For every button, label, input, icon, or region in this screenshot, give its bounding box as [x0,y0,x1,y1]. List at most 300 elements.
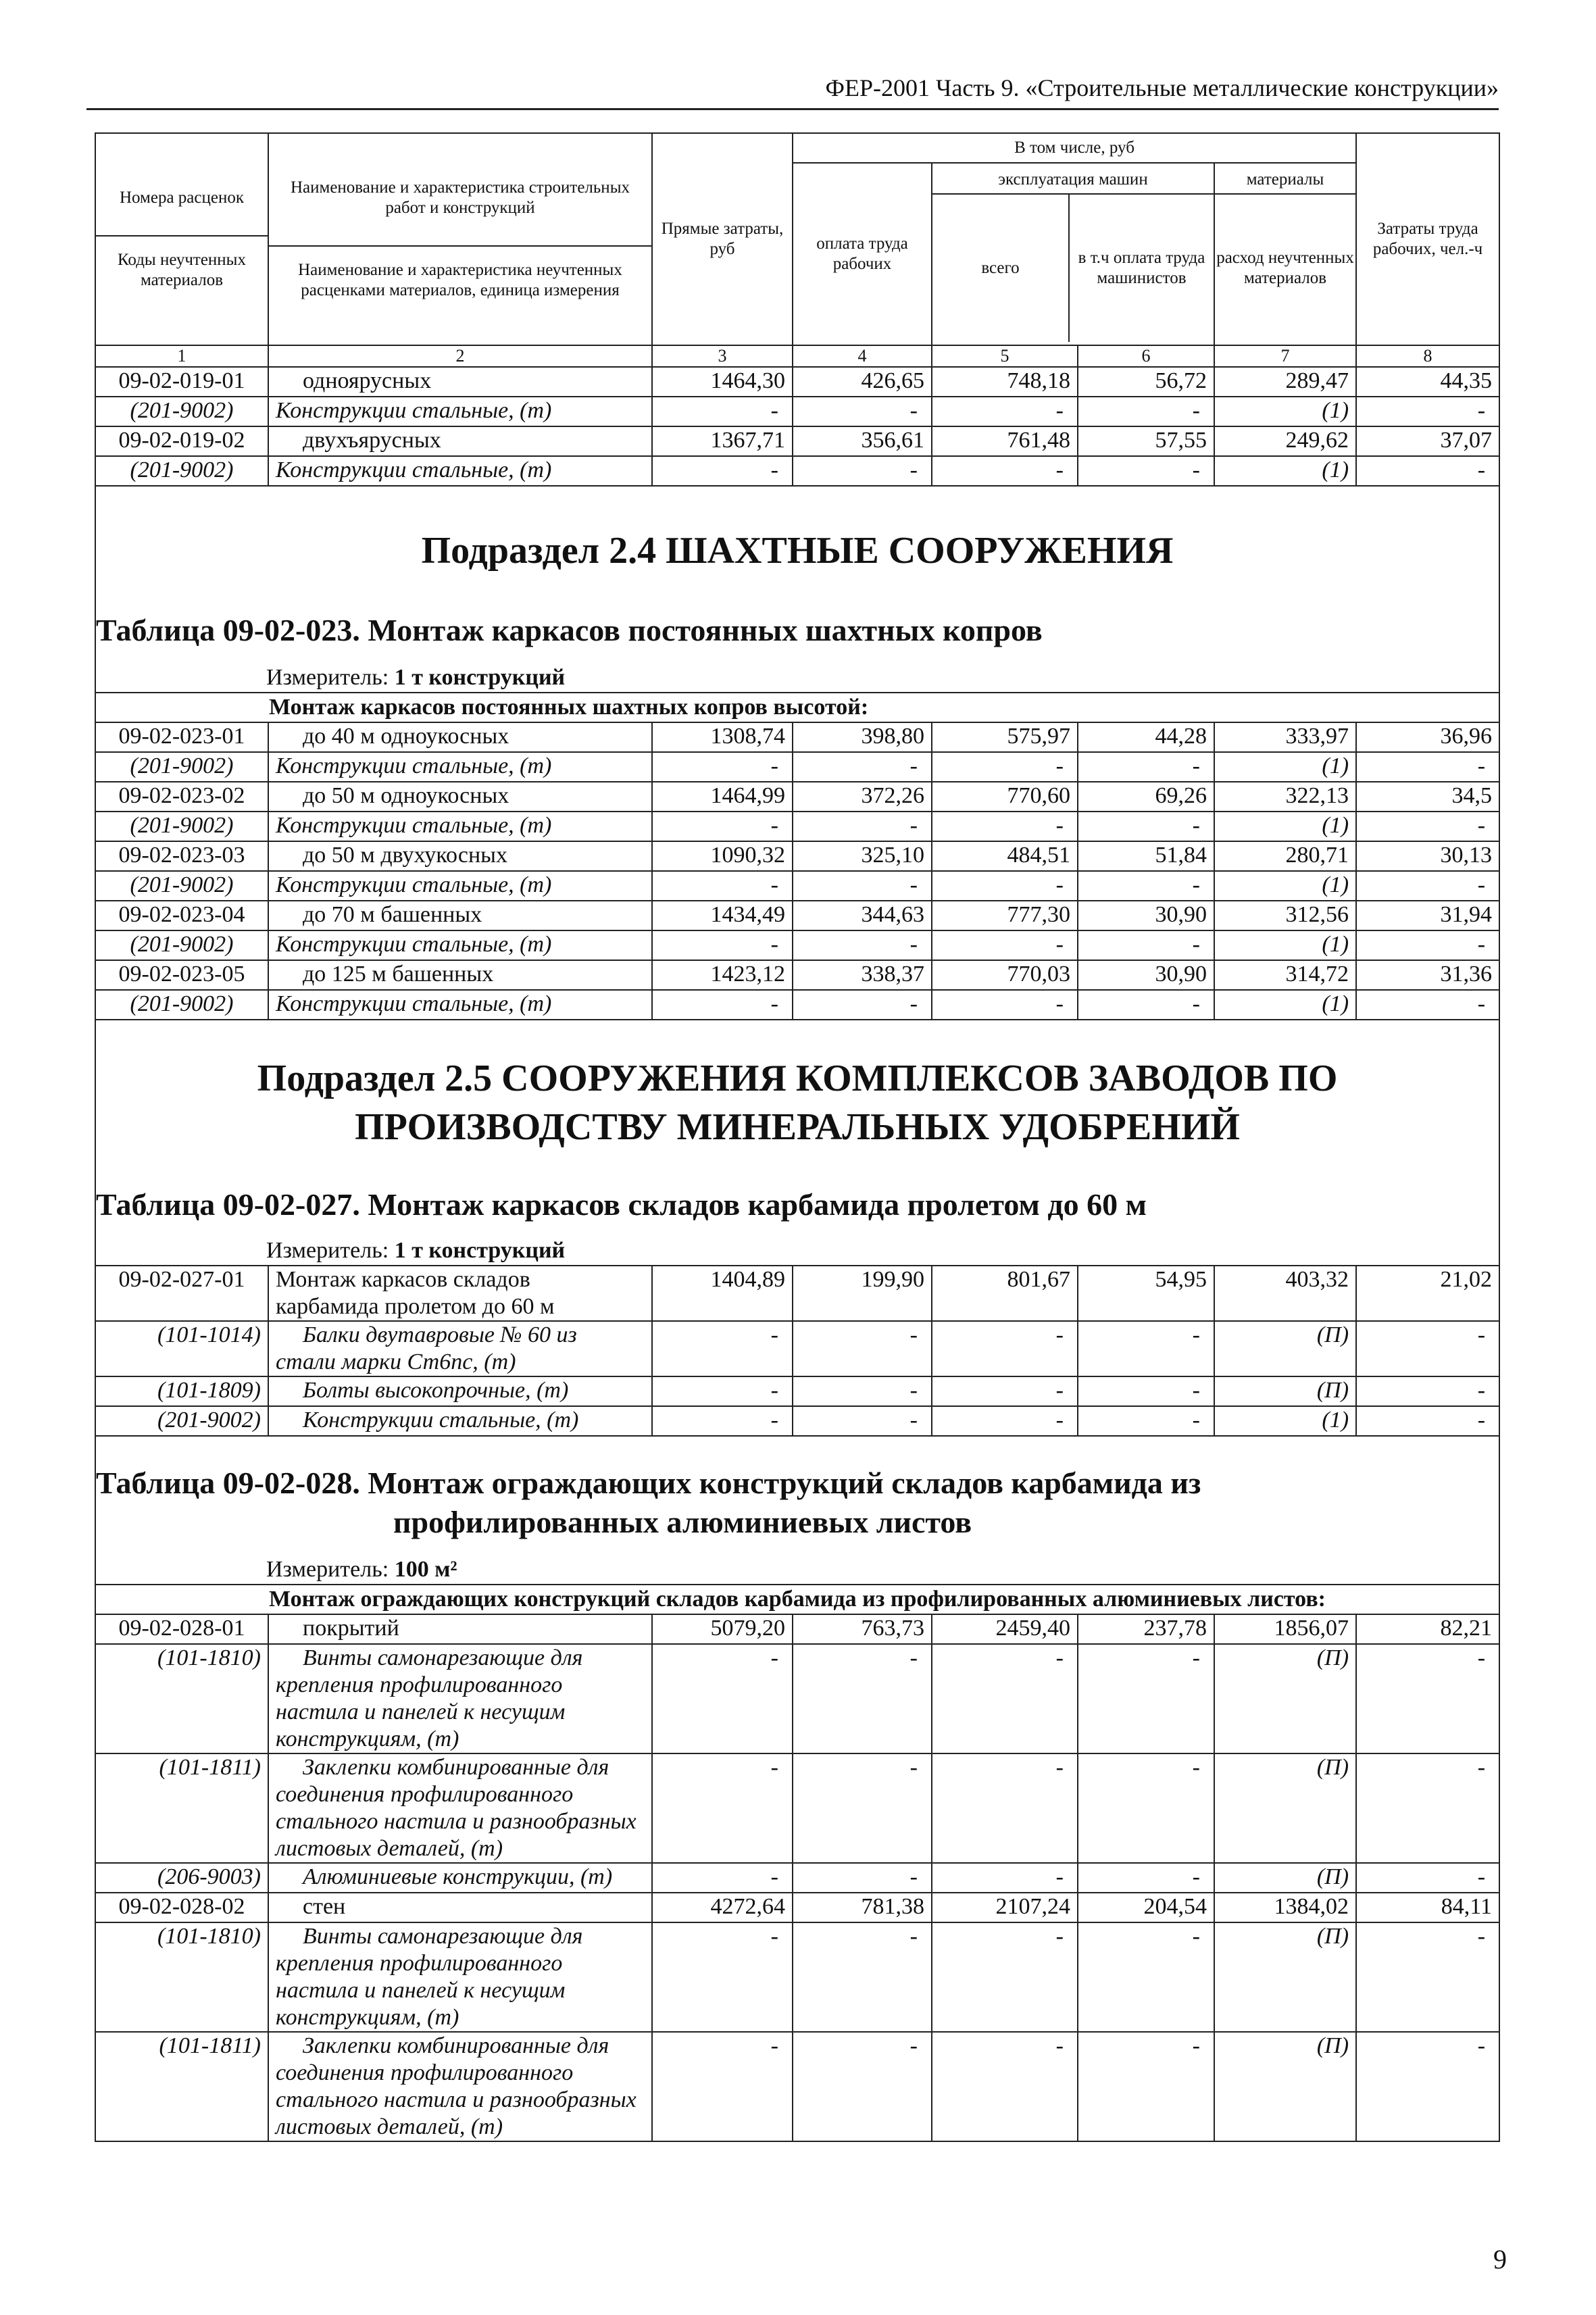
dash: - [793,2032,932,2141]
dash: - [1356,752,1499,782]
machinist-pay: 237,78 [1078,1614,1214,1644]
material-qty: (П) [1214,1376,1356,1406]
rate-name: до 70 м башенных [268,901,652,930]
material-qty: (П) [1214,1863,1356,1893]
direct-cost: 1423,12 [652,960,793,990]
rate-code: 09-02-023-05 [95,960,268,990]
table-subrow [95,930,1499,960]
material-name [268,1644,652,1753]
machine-total: 748,18 [932,367,1078,397]
table-subrow [95,1644,1499,1753]
material-name-line: Винты самонарезающие для [303,1645,583,1670]
meter-value: 1 т конструкций [394,1238,566,1263]
rate-name: двухъярусных [268,426,652,456]
rate-name: до 50 м двухукосных [268,841,652,871]
table-subrow [95,397,1499,426]
machinist-pay: 44,28 [1078,722,1214,752]
dash: - [1356,871,1499,901]
labor-hours: 44,35 [1356,367,1499,397]
rate-name-line: карбамида пролетом до 60 м [276,1294,555,1319]
col-num: 4 [793,345,932,367]
material-name: Конструкции стальные, (т) [268,812,652,841]
material-qty: (1) [1214,1406,1356,1436]
dash: - [793,1922,932,2032]
table-subrow [95,990,1499,1020]
table-title: Таблица 09-02-023. Монтаж каркасов постоянных шахтных копров [96,613,1043,647]
meter-value: 1 т конструкций [394,665,566,690]
material-name-line: Заклепки комбинированные для [303,2033,609,2058]
page-header [86,68,1499,110]
col2-title: Наименование и характеристика строительных работ и конструкций [290,178,630,217]
material-code: (201-9002) [95,456,268,486]
table-subrow [95,2032,1499,2141]
section-25-header [95,1020,1499,1266]
machine-total: 761,48 [932,426,1078,456]
table-title [96,1437,1499,1546]
col-header-2 [268,133,652,345]
dash: - [932,1644,1078,1753]
labor-pay: 338,37 [793,960,932,990]
dash: - [652,1753,793,1863]
direct-cost: 1308,74 [652,722,793,752]
dash: - [1078,871,1214,901]
dash: - [1356,2032,1499,2141]
machinist-pay: 69,26 [1078,782,1214,812]
rates-table [95,132,1500,2142]
dash: - [1078,1376,1214,1406]
dash: - [932,456,1078,486]
dash: - [652,990,793,1020]
labor-hours: 30,13 [1356,841,1499,871]
rate-name: до 40 м одноукосных [268,722,652,752]
dash: - [793,1753,932,1863]
labor-pay: 781,38 [793,1893,932,1922]
labor-pay: 356,61 [793,426,932,456]
dash: - [1078,2032,1214,2141]
meter [96,1228,1499,1265]
dash: - [932,1922,1078,2032]
material-code: (201-9002) [95,812,268,841]
dash: - [1356,990,1499,1020]
dash: - [1078,752,1214,782]
dash: - [1356,930,1499,960]
table-row [95,367,1499,397]
material-code: (201-9002) [95,990,268,1020]
material-name: Конструкции стальные, (т) [268,990,652,1020]
col1-title: Номера расценок [119,189,245,207]
col-header-1 [95,133,268,345]
dash: - [652,752,793,782]
meter-label: Измеритель: [266,1557,389,1582]
operation-title: эксплуатация машин [932,166,1214,195]
table-subrow [95,812,1499,841]
dash: - [652,1922,793,2032]
table-title-line1: Таблица 09-02-028. Монтаж ограждающих конструкций складов карбамида из [96,1466,1201,1500]
meter-label: Измеритель: [266,1238,389,1263]
dash: - [1078,1406,1214,1436]
machine-total: 770,60 [932,782,1078,812]
dash: - [1078,930,1214,960]
table-row [95,960,1499,990]
section-title-line2: ПРОИЗВОДСТВУ МИНЕРАЛЬНЫХ УДОБРЕНИЙ [355,1106,1240,1148]
material-qty: (1) [1214,930,1356,960]
table-row [95,722,1499,752]
dash: - [1356,1321,1499,1376]
material-code: (101-1810) [95,1644,268,1753]
direct-cost: 1367,71 [652,426,793,456]
material-code: (101-1811) [95,1753,268,1863]
dash: - [793,930,932,960]
material-code: (201-9002) [95,930,268,960]
rate-code: 09-02-028-01 [95,1614,268,1644]
dash: - [932,2032,1078,2141]
materials: 312,56 [1214,901,1356,930]
rate-name: до 125 м башенных [268,960,652,990]
materials: 1384,02 [1214,1893,1356,1922]
dash: - [932,871,1078,901]
section-title-line1: Подраздел 2.5 СООРУЖЕНИЯ КОМПЛЕКСОВ ЗАВОДОВ ПО [257,1057,1338,1099]
table-subrow [95,871,1499,901]
dash: - [652,1863,793,1893]
header-title: ФЕР-2001 Часть 9. «Строительные металлические конструкции» [825,74,1499,101]
dash: - [793,397,932,426]
materials: 249,62 [1214,426,1356,456]
table-row [95,841,1499,871]
col-num: 2 [268,345,652,367]
dash: - [793,1406,932,1436]
material-name-line: стального настила и разнообразных [276,2087,637,2112]
dash: - [652,1376,793,1406]
meter [96,654,1499,692]
meter-label: Измеритель: [266,665,389,690]
machine-total: 484,51 [932,841,1078,871]
labor-pay: 325,10 [793,841,932,871]
material-name [268,2032,652,2141]
subhead: Монтаж ограждающих конструкций складов карбамида из профилированных алюминиевых листов: [95,1585,1499,1614]
material-name-line: Винты самонарезающие для [303,1924,583,1949]
dash: - [652,812,793,841]
dash: - [932,990,1078,1020]
material-qty: (1) [1214,990,1356,1020]
dash: - [793,1321,932,1376]
rate-name [268,1266,652,1321]
rate-name: одноярусных [268,367,652,397]
rate-code: 09-02-019-02 [95,426,268,456]
labor-pay: 344,63 [793,901,932,930]
material-qty: (П) [1214,2032,1356,2141]
col-header-6: в т.ч оплата труда машинистов [1078,249,1205,287]
table-subrow [95,1406,1499,1436]
machine-total: 2459,40 [932,1614,1078,1644]
dash: - [652,1644,793,1753]
material-name-line: соединения профилированного [276,2060,574,2085]
machine-total: 2107,24 [932,1893,1078,1922]
materials: 289,47 [1214,367,1356,397]
machinist-pay: 30,90 [1078,960,1214,990]
dash: - [1356,812,1499,841]
section-title: Подраздел 2.4 ШАХТНЫЕ СООРУЖЕНИЯ [421,530,1174,572]
material-qty: (П) [1214,1753,1356,1863]
dash: - [1078,1321,1214,1376]
dash: - [793,990,932,1020]
dash: - [1078,812,1214,841]
dash: - [652,1406,793,1436]
material-name: Конструкции стальные, (т) [268,871,652,901]
table-title-line2: профилированных алюминиевых листов [393,1505,972,1539]
material-name-line: листовых деталей, (т) [276,2114,503,2139]
meter-value: 100 м² [394,1557,457,1582]
material-name-line: настила и панелей к несущим [276,1978,566,2003]
machinist-pay: 204,54 [1078,1893,1214,1922]
col-header-operation [932,163,1214,345]
materials: 403,32 [1214,1266,1356,1321]
table-row [95,1893,1499,1922]
labor-pay: 426,65 [793,367,932,397]
subhead: Монтаж каркасов постоянных шахтных копров высотой: [95,693,1499,722]
col-header-5: всего [932,195,1070,342]
dash: - [793,871,932,901]
material-qty: (П) [1214,1321,1356,1376]
materials: 333,97 [1214,722,1356,752]
table-subrow [95,1376,1499,1406]
rate-code: 09-02-023-04 [95,901,268,930]
dash: - [1078,456,1214,486]
col-num: 7 [1214,345,1356,367]
labor-hours: 31,94 [1356,901,1499,930]
dash: - [1078,1644,1214,1753]
labor-hours: 21,02 [1356,1266,1499,1321]
rate-code: 09-02-028-02 [95,1893,268,1922]
rate-name-line: Монтаж каркасов складов [276,1267,530,1292]
materials-title: материалы [1215,166,1355,195]
dash: - [1078,397,1214,426]
dash: - [793,812,932,841]
material-code: (201-9002) [95,752,268,782]
material-name-line: стального настила и разнообразных [276,1809,637,1834]
subhead-row [95,693,1499,722]
materials: 280,71 [1214,841,1356,871]
dash: - [932,1321,1078,1376]
material-code: (101-1014) [95,1321,268,1376]
table-028-header [95,1436,1499,1585]
material-name: Алюминиевые конструкции, (т) [268,1863,652,1893]
dash: - [1078,1863,1214,1893]
machine-total: 777,30 [932,901,1078,930]
direct-cost: 5079,20 [652,1614,793,1644]
rate-code: 09-02-023-01 [95,722,268,752]
dash: - [1356,1922,1499,2032]
dash: - [652,1321,793,1376]
column-numbers-row [95,345,1499,367]
col-num: 5 [932,345,1078,367]
materials: 314,72 [1214,960,1356,990]
direct-cost: 1434,49 [652,901,793,930]
rate-name: стен [268,1893,652,1922]
table-subrow [95,1922,1499,2032]
direct-cost: 1090,32 [652,841,793,871]
col-header-materials [1214,163,1356,345]
material-code: (101-1811) [95,2032,268,2141]
dash: - [1356,1406,1499,1436]
table-subrow [95,1863,1499,1893]
dash: - [932,930,1078,960]
labor-hours: 84,11 [1356,1893,1499,1922]
rate-code: 09-02-023-02 [95,782,268,812]
dash: - [1356,456,1499,486]
labor-hours: 34,5 [1356,782,1499,812]
meter [96,1546,1499,1584]
machinist-pay: 56,72 [1078,367,1214,397]
material-qty: (П) [1214,1644,1356,1753]
machine-total: 575,97 [932,722,1078,752]
table-row [95,1614,1499,1644]
dash: - [793,752,932,782]
machinist-pay: 57,55 [1078,426,1214,456]
labor-pay: 398,80 [793,722,932,752]
dash: - [1356,397,1499,426]
table-subrow [95,1321,1499,1376]
machinist-pay: 51,84 [1078,841,1214,871]
material-name: Болты высокопрочные, (т) [268,1376,652,1406]
materials: 1856,07 [1214,1614,1356,1644]
rate-name: до 50 м одноукосных [268,782,652,812]
material-code: (201-9002) [95,397,268,426]
dash: - [652,456,793,486]
col-num: 3 [652,345,793,367]
material-code: (201-9002) [95,871,268,901]
table-subrow [95,456,1499,486]
rate-name: покрытий [268,1614,652,1644]
material-name [268,1922,652,2032]
labor-hours: 36,96 [1356,722,1499,752]
machinist-pay: 30,90 [1078,901,1214,930]
table-title: Таблица 09-02-027. Монтаж каркасов складов карбамида пролетом до 60 м [96,1187,1147,1222]
col-num: 6 [1078,345,1214,367]
machine-total: 770,03 [932,960,1078,990]
material-name: Конструкции стальные, (т) [268,930,652,960]
material-qty: (1) [1214,752,1356,782]
direct-cost: 1464,99 [652,782,793,812]
dash: - [932,812,1078,841]
material-code: (101-1810) [95,1922,268,2032]
material-code: (206-9003) [95,1863,268,1893]
material-name-line: Заклепки комбинированные для [303,1755,609,1780]
material-name [268,1753,652,1863]
col-header-3: Прямые затраты, руб [652,133,793,345]
col-header-4: оплата труда рабочих [793,163,932,345]
section-title [96,1020,1499,1178]
col-header-7: расход неучтенных материалов [1216,249,1354,287]
dash: - [793,1863,932,1893]
table-row [95,426,1499,456]
material-name: Конструкции стальные, (т) [268,1406,652,1436]
labor-hours: 82,21 [1356,1614,1499,1644]
table-row [95,901,1499,930]
table-row [95,1266,1499,1321]
dash: - [932,1406,1078,1436]
direct-cost: 1404,89 [652,1266,793,1321]
dash: - [793,1644,932,1753]
dash: - [1356,1753,1499,1863]
material-name-line: настила и панелей к несущим [276,1699,566,1724]
dash: - [1356,1644,1499,1753]
table-subrow [95,1753,1499,1863]
table-subrow [95,752,1499,782]
col1-subtitle: Коды неучтенных материалов [118,251,246,289]
dash: - [793,456,932,486]
material-qty: (1) [1214,812,1356,841]
materials: 322,13 [1214,782,1356,812]
table-row [95,782,1499,812]
dash: - [652,2032,793,2141]
direct-cost: 4272,64 [652,1893,793,1922]
labor-pay: 372,26 [793,782,932,812]
header-row [95,133,1499,163]
section-24-header [95,486,1499,693]
material-name-line: конструкциям, (т) [276,1726,459,1751]
col-num: 1 [95,345,268,367]
direct-cost: 1464,30 [652,367,793,397]
machinist-pay: 54,95 [1078,1266,1214,1321]
material-qty: (1) [1214,397,1356,426]
rate-code: 09-02-019-01 [95,367,268,397]
dash: - [652,397,793,426]
labor-hours: 37,07 [1356,426,1499,456]
labor-pay: 763,73 [793,1614,932,1644]
dash: - [652,930,793,960]
material-qty: (1) [1214,456,1356,486]
dash: - [1078,1753,1214,1863]
col-num: 8 [1356,345,1499,367]
material-name: Конструкции стальные, (т) [268,397,652,426]
material-name: Конструкции стальные, (т) [268,456,652,486]
labor-pay: 199,90 [793,1266,932,1321]
col-header-8: Затраты труда рабочих, чел.-ч [1356,133,1499,345]
material-name-line: соединения профилированного [276,1782,574,1807]
material-name: Конструкции стальные, (т) [268,752,652,782]
material-qty: (1) [1214,871,1356,901]
dash: - [932,397,1078,426]
dash: - [932,752,1078,782]
material-name-line: стали марки Ст6пс, (т) [276,1349,516,1374]
material-name-line: крепления профилированного [276,1951,563,1976]
dash: - [1356,1376,1499,1406]
dash: - [793,1376,932,1406]
material-code: (101-1809) [95,1376,268,1406]
page-number: 9 [1493,2244,1507,2274]
subhead-row [95,1585,1499,1614]
dash: - [932,1753,1078,1863]
col-header-in-total: В том числе, руб [793,133,1356,163]
material-name-line: крепления профилированного [276,1672,563,1697]
dash: - [1078,1922,1214,2032]
material-name-line: листовых деталей, (т) [276,1836,503,1861]
dash: - [932,1376,1078,1406]
dash: - [932,1863,1078,1893]
material-code: (201-9002) [95,1406,268,1436]
labor-hours: 31,36 [1356,960,1499,990]
col2-subtitle: Наименование и характеристика неучтенных расценками материалов, единица измерения [298,261,622,299]
material-name [268,1321,652,1376]
rate-code: 09-02-027-01 [95,1266,268,1321]
material-name-line: конструкциям, (т) [276,2005,459,2030]
material-qty: (П) [1214,1922,1356,2032]
material-name-line: Балки двутавровые № 60 из [303,1322,577,1347]
dash: - [1078,990,1214,1020]
dash: - [1356,1863,1499,1893]
machine-total: 801,67 [932,1266,1078,1321]
rate-code: 09-02-023-03 [95,841,268,871]
